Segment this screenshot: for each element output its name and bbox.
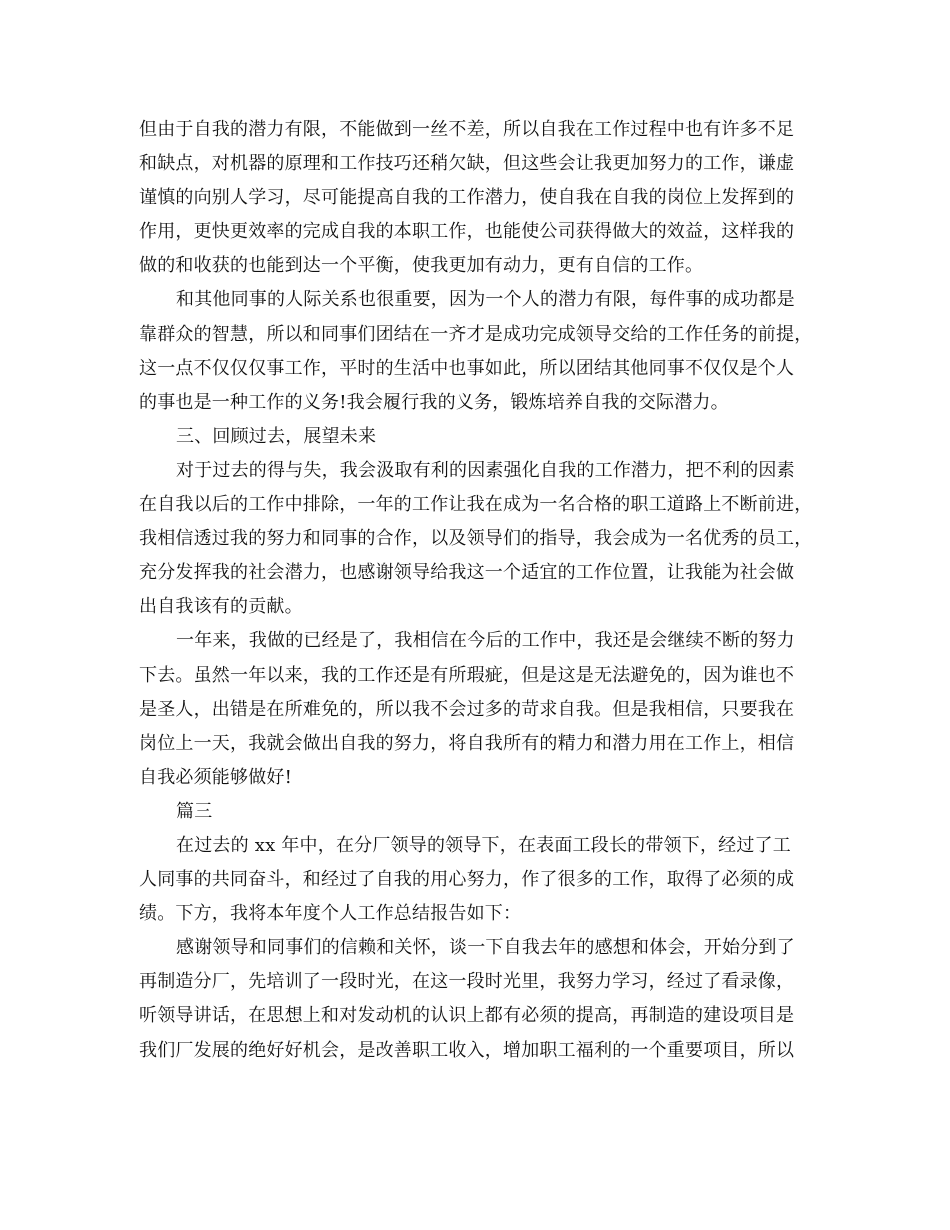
text-line: 但由于自我的潜力有限，不能做到一丝不差，所以自我在工作过程中也有许多不足	[139, 119, 795, 140]
text-line: 靠群众的智慧，所以和同事们团结在一齐才是成功完成领导交给的工作任务的前提，	[139, 323, 813, 345]
text-line: 和缺点，对机器的原理和工作技巧还稍欠缺，但这些会让我更加努力的工作，谦虚	[139, 153, 795, 175]
text-line: 作用，更快更效率的完成自我的本职工作，也能使公司获得做大的效益，这样我的	[139, 221, 795, 243]
text-line: 一年来，我做的已经是了，我相信在今后的工作中，我还是会继续不断的努力	[176, 630, 795, 652]
text-line: 的事也是一种工作的义务!我会履行我的义务，锻炼培养自我的交际潜力。	[139, 391, 729, 413]
text-line: 下去。虽然一年以来，我的工作还是有所瑕疵，但是这是无法避免的，因为谁也不	[139, 664, 795, 686]
section-heading: 篇三	[176, 800, 213, 822]
text-line: 对于过去的得与失，我会汲取有利的因素强化自我的工作潜力，把不利的因素	[176, 459, 795, 481]
text-line: 感谢领导和同事们的信赖和关怀，谈一下自我去年的感想和体会，开始分到了	[176, 937, 795, 959]
text-line: 在过去的 xx 年中，在分厂领导的领导下，在表面工段长的带领下，经过了工	[176, 834, 791, 856]
text-line: 我相信透过我的努力和同事的合作，以及领导们的指导，我会成为一名优秀的员工，	[139, 528, 813, 550]
text-line: 绩。下方，我将本年度个人工作总结报告如下：	[139, 903, 522, 925]
section-heading: 三、回顾过去，展望未来	[176, 425, 377, 447]
text-line: 充分发挥我的社会潜力，也感谢领导给我这一个适宜的工作位置，让我能为社会做	[139, 562, 795, 584]
text-line: 自我必须能够做好!	[139, 766, 293, 788]
document-body	[139, 113, 819, 1068]
text-line: 人同事的共同奋斗，和经过了自我的用心努力，作了很多的工作，取得了必须的成	[139, 869, 795, 891]
text-line: 做的和收获的也能到达一个平衡，使我更加有动力，更有自信的工作。	[139, 255, 704, 277]
text-line: 听领导讲话，在思想上和对发动机的认识上都有必须的提高，再制造的建设项目是	[139, 1005, 795, 1027]
text-line: 在自我以后的工作中排除，一年的工作让我在成为一名合格的职工道路上不断前进，	[139, 494, 813, 516]
text-line: 岗位上一天，我就会做出自我的努力，将自我所有的精力和潜力用在工作上，相信	[139, 732, 795, 754]
text-line: 是圣人，出错是在所难免的，所以我不会过多的苛求自我。但是我相信，只要我在	[139, 698, 795, 720]
text-line: 出自我该有的贡献。	[139, 596, 303, 618]
text-line: 和其他同事的人际关系也很重要，因为一个人的潜力有限，每件事的成功都是	[176, 289, 795, 311]
text-line: 这一点不仅仅仅事工作，平时的生活中也事如此，所以团结其他同事不仅仅是个人	[139, 357, 795, 379]
text-line: 我们厂发展的绝好好机会，是改善职工收入，增加职工福利的一个重要项目，所以	[139, 1039, 795, 1061]
text-line: 谨慎的向别人学习，尽可能提高自我的工作潜力，使自我在自我的岗位上发挥到的	[139, 187, 795, 209]
text-line: 再制造分厂，先培训了一段时光，在这一段时光里，我努力学习，经过了看录像，	[139, 971, 795, 993]
